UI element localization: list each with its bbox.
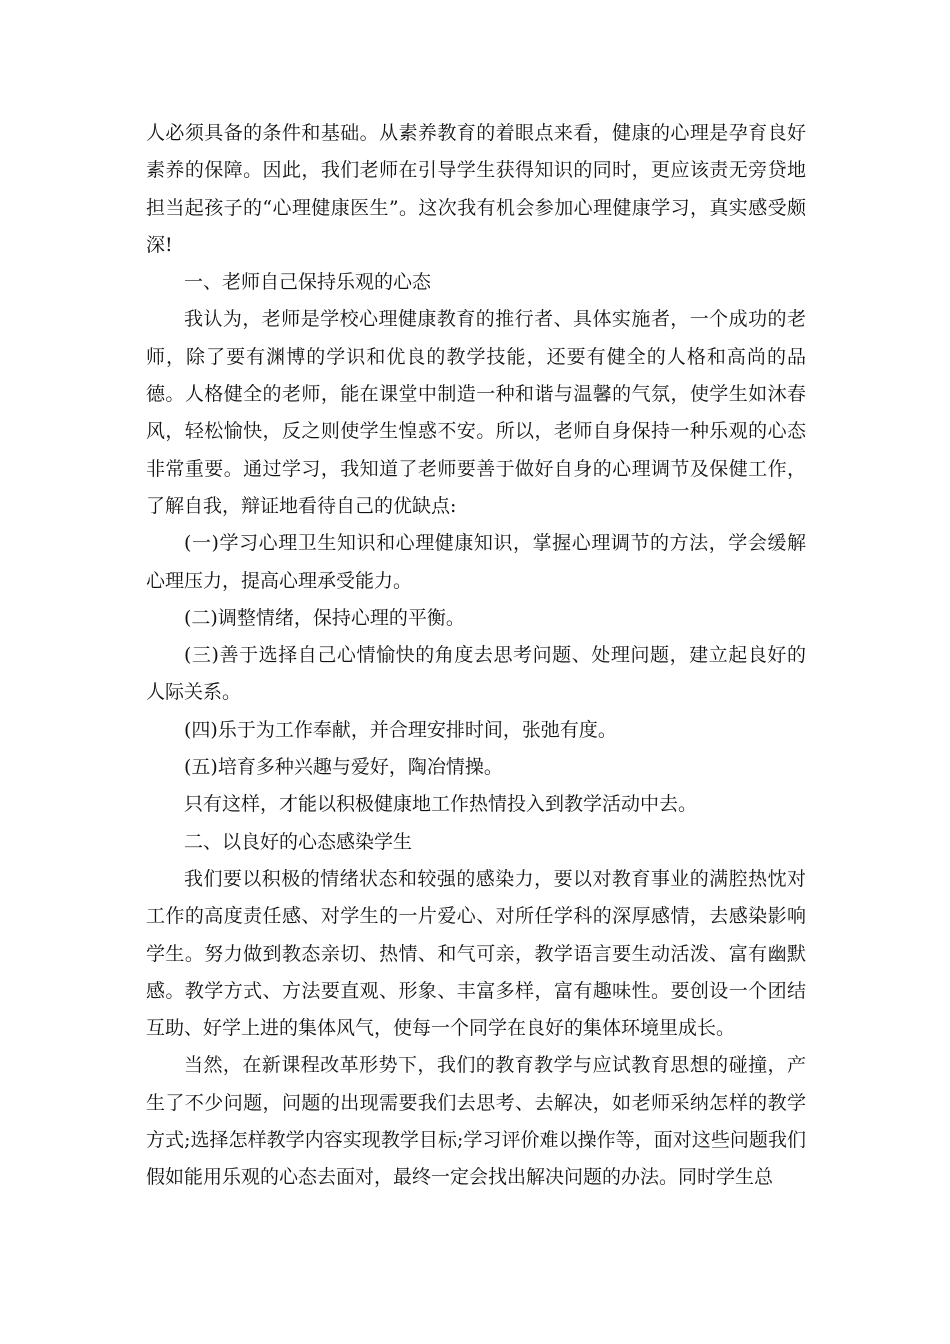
section-heading-1: 一、老师自己保持乐观的心态 bbox=[184, 271, 432, 294]
paragraph-intro: 人必须具备的条件和基础。从素养教育的着眼点来看，健康的心理是孕育良好素养的保障。因此，我们老师在引导学生获得知识的同时，更应该责无旁贷地担当起孩子的“心理健康医生”。这次我有机会参加心理健康学习，真实感受颇深! bbox=[146, 122, 806, 256]
list-item-2: (二)调整情绪，保持心理的平衡。 bbox=[184, 606, 465, 629]
list-item-1: (一)学习心理卫生知识和心理健康知识，掌握心理调节的方法，学会缓解心理压力，提高心理承受能力。 bbox=[146, 532, 806, 592]
list-item-5: (五)培育多种兴趣与爱好，陶冶情操。 bbox=[184, 756, 503, 779]
paragraph-reform: 当然，在新课程改革形势下，我们的教育教学与应试教育思想的碰撞，产生了不少问题，问题的出现需要我们去思考、去解决，如老师采纳怎样的教学方式;选择怎样教学内容实现教学目标;学习评价难以操作等，面对这些问题我们假如能用乐观的心态去面对，最终一定会找出解决问题的办法。同时学生总 bbox=[146, 1054, 806, 1189]
paragraph-influence: 我们要以积极的情绪状态和较强的感染力，要以对教育事业的满腔热忱对工作的高度责任感、对学生的一片爱心、对所任学科的深厚感情，去感染影响学生。努力做到教态亲切、热情、和气可亲，教学语言要生动活泼、富有幽默感。教学方式、方法要直观、形象、丰富多样，富有趣味性。要创设一个团结互助、好学上进的集体风气，使每一个同学在良好的集体环境里成长。 bbox=[146, 867, 806, 1040]
paragraph-conclusion-1: 只有这样，才能以积极健康地工作热情投入到教学活动中去。 bbox=[184, 793, 698, 816]
paragraph-teacher-role: 我认为，老师是学校心理健康教育的推行者、具体实施者，一个成功的老师，除了要有渊博的学识和优良的教学技能，还要有健全的人格和高尚的品德。人格健全的老师，能在课堂中制造一种和谐与温馨的气氛，使学生如沐春风，轻松愉快，反之则使学生惶惑不安。所以，老师自身保持一种乐观的心态非常重要。通过学习，我知道了老师要善于做好自身的心理调节及保健工作，了解自我，辩证地看待自己的优缺点: bbox=[146, 308, 806, 517]
list-item-4: (四)乐于为工作奉献，并合理安排时间，张弛有度。 bbox=[184, 718, 617, 741]
section-heading-2: 二、以良好的心态感染学生 bbox=[184, 830, 413, 853]
list-item-3: (三)善于选择自己心情愉快的角度去思考问题、处理问题，建立起良好的人际关系。 bbox=[146, 644, 806, 704]
document-body bbox=[146, 115, 806, 1197]
